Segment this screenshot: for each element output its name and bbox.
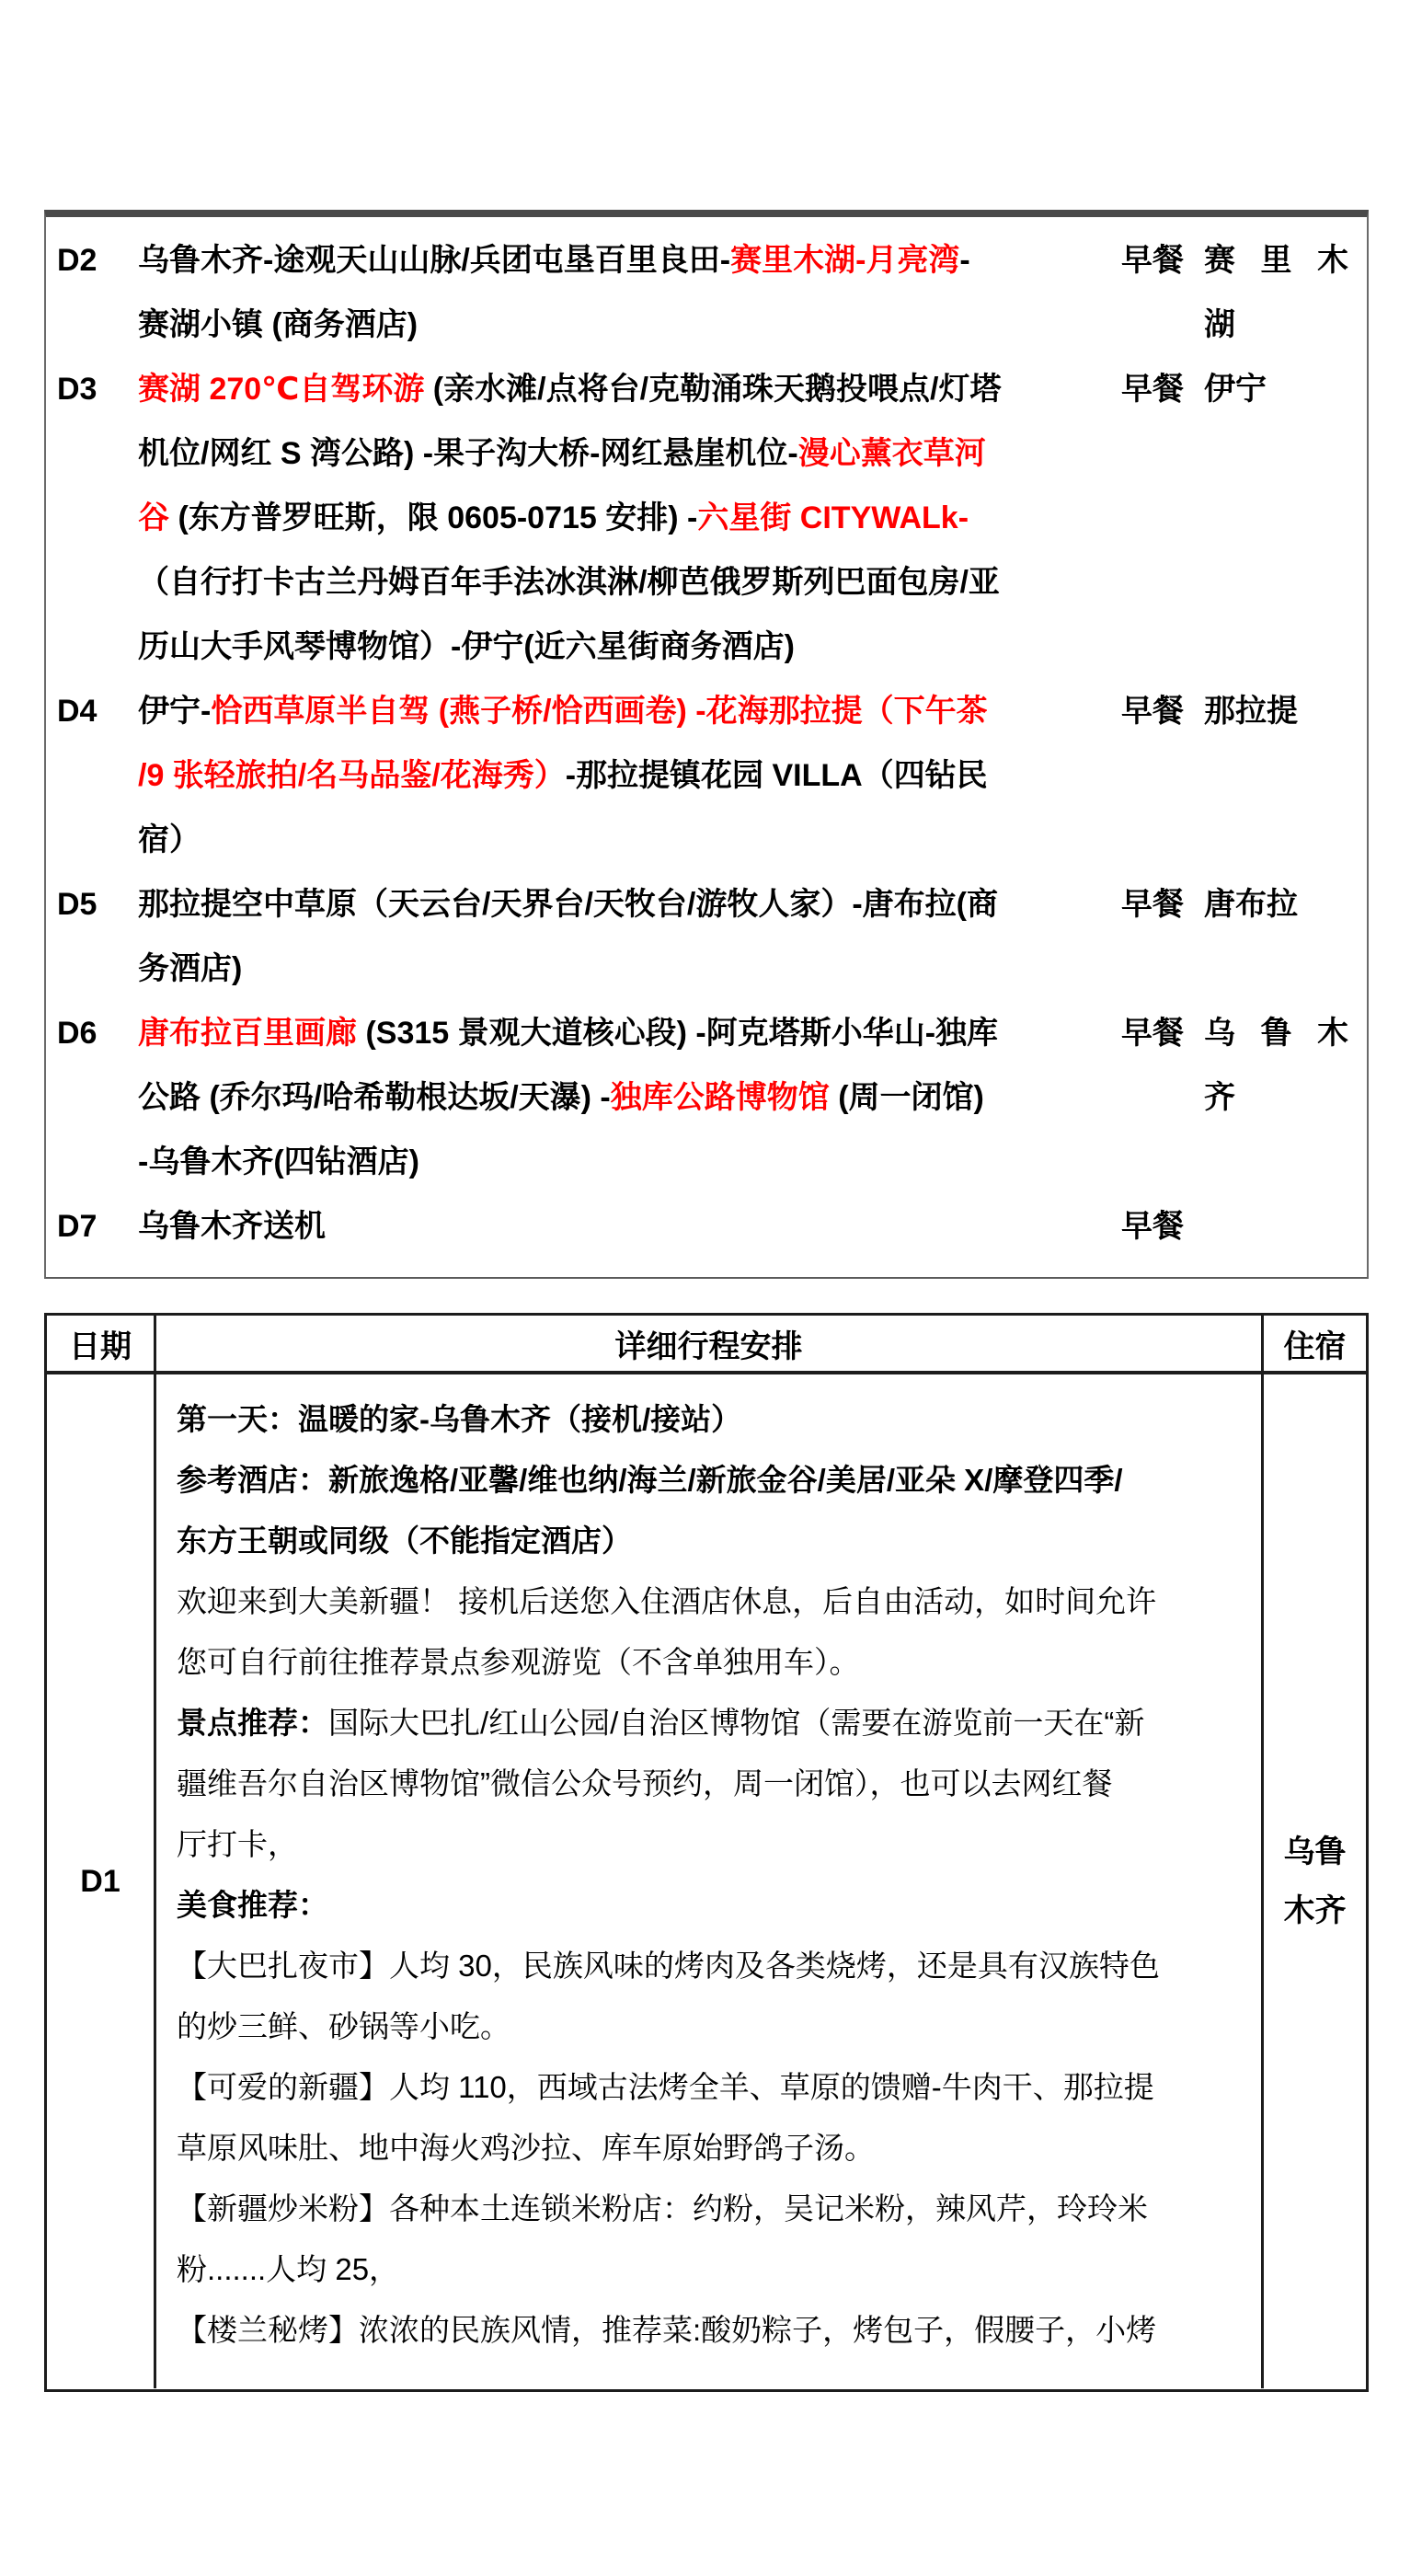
- plain-text: 机位/网红 S 湾公路) -果子沟大桥-网红悬崖机位-: [138, 436, 798, 471]
- detail-line: [177, 2118, 1248, 2179]
- stay-cell: [1204, 872, 1358, 937]
- day-label: D3: [57, 372, 97, 407]
- stay-line: 赛里木: [1204, 243, 1348, 278]
- stay-line: 唐布拉: [1204, 887, 1298, 922]
- plain-text: 【大巴扎夜市】人均 30，民族风味的烤肉及各类烧烤，还是具有汉族特色: [177, 1949, 1160, 1983]
- detail-line: [177, 2300, 1248, 2361]
- plain-text: 宿）: [138, 822, 201, 857]
- highlight-text: 赛里木湖-月亮湾: [730, 243, 960, 278]
- detail-line: [177, 1814, 1248, 1875]
- stay-line: 那拉提: [1204, 694, 1298, 729]
- itinerary-line: [138, 872, 1101, 937]
- plain-text: 乌鲁木齐送机: [138, 1209, 326, 1244]
- meal-label: 早餐: [1121, 1016, 1184, 1051]
- plain-text: (亲水滩/点将台/克勒涌珠天鹅投喂点/灯塔: [424, 372, 1002, 407]
- stay-cell: [1204, 228, 1358, 357]
- plain-text: -那拉提镇花园 VILLA（四钻民: [565, 758, 988, 793]
- day-label: D5: [57, 887, 97, 922]
- summary-row: [57, 679, 1358, 872]
- stay-line: 木齐: [1283, 1893, 1347, 1928]
- detail-table-body-row: [47, 1374, 1366, 2388]
- plain-text: (周一闭馆): [829, 1080, 984, 1115]
- plain-text: (S315 景观大道核心段) -阿克塔斯小华山-独库: [357, 1016, 999, 1051]
- itinerary-line: [138, 293, 1101, 357]
- meal-label: 早餐: [1121, 1209, 1184, 1244]
- highlight-text: 漫心薰衣草河: [797, 436, 986, 471]
- stay-line: 湖: [1204, 307, 1235, 342]
- itinerary-cell: [138, 1194, 1101, 1259]
- plain-text: 参考酒店：新旅逸格/亚馨/维也纳/海兰/新旅金谷/美居/亚朵 X/摩登四季/: [177, 1463, 1123, 1497]
- itinerary-cell: [138, 1001, 1101, 1194]
- itinerary-line: [138, 679, 1101, 743]
- plain-text: 【可爱的新疆】人均 110，西域古法烤全羊、草原的馈赠-牛肉干、那拉提: [177, 2070, 1154, 2104]
- plain-text: 【新疆炒米粉】各种本土连锁米粉店：约粉，吴记米粉，辣风芹，玲玲米: [177, 2191, 1148, 2225]
- itinerary-line: [138, 1130, 1101, 1194]
- detail-table-header-row: [47, 1316, 1366, 1374]
- highlight-text: 唐布拉百里画廊: [138, 1016, 357, 1051]
- meal-label: 早餐: [1121, 887, 1184, 922]
- plain-text: 赛湖小镇 (商务酒店): [138, 307, 419, 342]
- detail-content-cell: [156, 1374, 1264, 2388]
- plain-text: 您可自行前往推荐景点参观游览（不含单独用车）。: [177, 1645, 860, 1679]
- itinerary-line: [138, 550, 1101, 615]
- stay-line: 乌鲁: [1283, 1834, 1347, 1869]
- plain-text: 历山大手风琴博物馆）-伊宁(近六星街商务酒店): [138, 629, 795, 664]
- stay-line: 伊宁: [1204, 372, 1267, 407]
- day-label: D2: [57, 243, 97, 278]
- summary-row: [57, 357, 1358, 679]
- header-stay: 住宿: [1283, 1328, 1347, 1364]
- day-label: D7: [57, 1209, 97, 1244]
- stay-line: 齐: [1204, 1080, 1235, 1115]
- summary-itinerary-table: [44, 210, 1369, 1279]
- highlight-text: 恰西草原半自驾 (燕子桥/恰西画卷) -花海那拉提（下午茶: [211, 694, 988, 729]
- itinerary-line: [138, 1001, 1101, 1065]
- day-label: D6: [57, 1016, 97, 1051]
- detail-line: [177, 1450, 1248, 1511]
- detail-line: [177, 1936, 1248, 1996]
- itinerary-line: [138, 808, 1101, 872]
- plain-text: 【楼兰秘烤】浓浓的民族风情，推荐菜:酸奶粽子，烤包子，假腰子，小烤: [177, 2313, 1157, 2347]
- plain-text: 公路 (乔尔玛/哈希勒根达坂/天瀑) -: [138, 1080, 611, 1115]
- stay-cell: [1204, 1001, 1358, 1130]
- plain-text: -乌鲁木齐(四钻酒店): [138, 1144, 419, 1179]
- highlight-text: 谷: [138, 500, 169, 535]
- plain-text: 乌鲁木齐-途观天山山脉/兵团屯垦百里良田-: [138, 243, 731, 278]
- header-date: 日期: [47, 1316, 156, 1371]
- plain-text: （自行打卡古兰丹姆百年手法冰淇淋/柳芭俄罗斯列巴面包房/亚: [138, 565, 1000, 600]
- detail-stay-cell: [1264, 1374, 1366, 2388]
- highlight-text: 六星街 CITYWALk-: [697, 500, 969, 535]
- itinerary-cell: [138, 357, 1101, 679]
- header-itinerary: 详细行程安排: [156, 1316, 1264, 1371]
- meal-label: 早餐: [1121, 243, 1184, 278]
- itinerary-line: [138, 743, 1101, 808]
- itinerary-cell: [138, 228, 1101, 357]
- plain-text: 疆维吾尔自治区博物馆”微信公众号预约，周一闭馆），也可以去网红餐: [177, 1766, 1113, 1800]
- itinerary-cell: [138, 679, 1101, 872]
- detail-line: [177, 1632, 1248, 1693]
- plain-text: 草原风味肚、地中海火鸡沙拉、库车原始野鸽子汤。: [177, 2131, 875, 2165]
- itinerary-line: [138, 1065, 1101, 1130]
- itinerary-line: [138, 615, 1101, 679]
- plain-text: -: [959, 243, 970, 278]
- highlight-text: /9 张轻旅拍/名马品鉴/花海秀）: [138, 758, 566, 793]
- itinerary-line: [138, 937, 1101, 1001]
- day-label: D4: [57, 694, 97, 729]
- meal-label: 早餐: [1121, 694, 1184, 729]
- detail-line: [177, 1996, 1248, 2057]
- summary-row: [57, 1194, 1358, 1259]
- plain-text: 美食推荐：: [177, 1888, 328, 1922]
- detail-line: [177, 2179, 1248, 2239]
- plain-text: 第一天：温暖的家-乌鲁木齐（接机/接站）: [177, 1402, 742, 1436]
- highlight-text: 赛湖 270℃自驾环游: [138, 372, 425, 407]
- detail-itinerary-table: [44, 1313, 1369, 2392]
- itinerary-line: [138, 357, 1101, 421]
- detail-line: [177, 1571, 1248, 1632]
- summary-row: [57, 1001, 1358, 1194]
- detail-line: [177, 1389, 1248, 1450]
- plain-text: 国际大巴扎/红山公园/自治区博物馆（需要在游览前一天在“新: [328, 1706, 1145, 1740]
- plain-text: 务酒店): [138, 951, 243, 986]
- detail-line: [177, 1754, 1248, 1814]
- detail-line: [177, 1693, 1248, 1754]
- itinerary-line: [138, 1194, 1101, 1259]
- plain-text: 伊宁-: [138, 694, 212, 729]
- summary-rows: [57, 228, 1358, 1259]
- plain-text: 景点推荐：: [177, 1706, 328, 1740]
- stay-cell: [1204, 679, 1358, 743]
- itinerary-line: [138, 486, 1101, 550]
- stay-line: 乌鲁木: [1204, 1016, 1348, 1051]
- summary-row: [57, 228, 1358, 357]
- plain-text: 的炒三鲜、砂锅等小吃。: [177, 2009, 510, 2043]
- detail-line: [177, 2057, 1248, 2118]
- itinerary-line: [138, 421, 1101, 486]
- itinerary-line: [138, 228, 1101, 293]
- plain-text: 东方王朝或同级（不能指定酒店）: [177, 1524, 632, 1558]
- stay-cell: [1204, 357, 1358, 421]
- detail-day-label: D1: [47, 1374, 156, 2388]
- itinerary-cell: [138, 872, 1101, 1001]
- detail-line: [177, 1875, 1248, 1936]
- plain-text: 粉.......人均 25，: [177, 2252, 400, 2286]
- plain-text: 欢迎来到大美新疆！ 接机后送您入住酒店休息，后自由活动，如时间允许: [177, 1584, 1157, 1618]
- highlight-text: 独库公路博物馆: [610, 1080, 830, 1115]
- plain-text: 那拉提空中草原（天云台/天界台/天牧台/游牧人家）-唐布拉(商: [138, 887, 998, 922]
- meal-label: 早餐: [1121, 372, 1184, 407]
- detail-line: [177, 1511, 1248, 1571]
- summary-row: [57, 872, 1358, 1001]
- plain-text: (东方普罗旺斯，限 0605-0715 安排) -: [169, 500, 698, 535]
- plain-text: 厅打卡，: [177, 1827, 298, 1861]
- detail-line: [177, 2239, 1248, 2300]
